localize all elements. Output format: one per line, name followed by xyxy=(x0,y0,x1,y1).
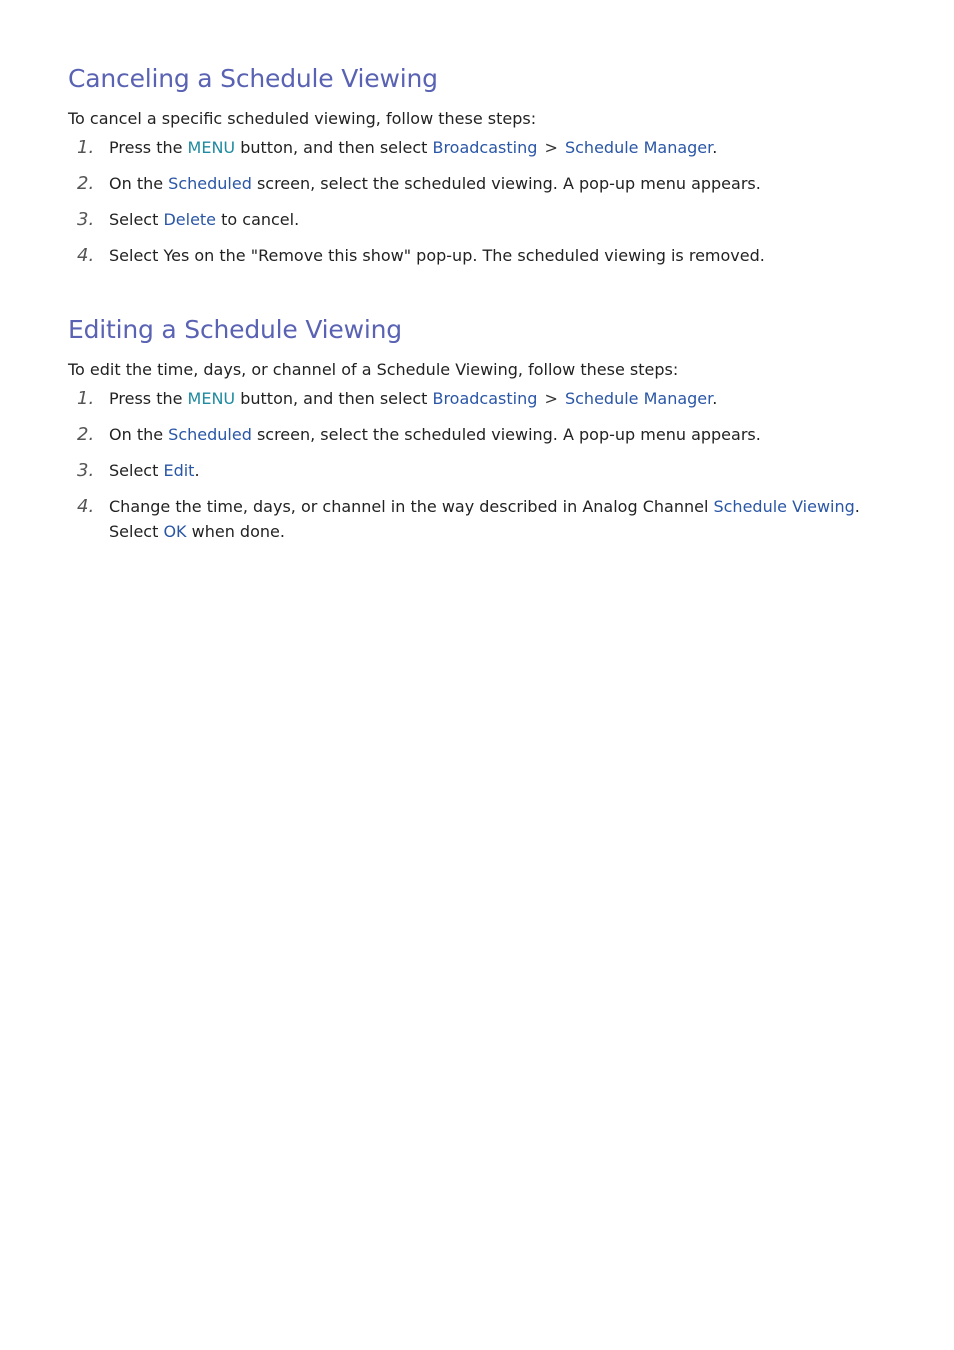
step-text: . xyxy=(194,461,200,480)
step-item xyxy=(68,386,898,411)
step-text: button, and then select xyxy=(235,138,433,157)
step-item xyxy=(68,171,898,196)
step-text: On the xyxy=(109,174,169,193)
step-text: . xyxy=(712,138,718,157)
schedule-manager-keyword: Schedule Manager xyxy=(564,389,713,408)
step-text: . xyxy=(712,389,718,408)
step-text: when done. xyxy=(186,522,285,541)
step-text: Press the xyxy=(109,389,188,408)
chevron-right-icon: > xyxy=(544,138,558,157)
section-title: Canceling a Schedule Viewing xyxy=(68,64,438,93)
step-text: . Select xyxy=(109,497,860,541)
step-item xyxy=(68,243,898,268)
step-text: Select Yes on the "Remove this show" pop-up. The scheduled viewing is removed. xyxy=(109,246,765,265)
step-text: to cancel. xyxy=(216,210,300,229)
step-text: Press the xyxy=(109,138,188,157)
section-editing xyxy=(68,313,898,555)
step-number: 2. xyxy=(77,173,95,194)
ok-keyword: OK xyxy=(163,522,187,541)
step-number: 4. xyxy=(77,496,95,517)
edit-keyword: Edit xyxy=(163,461,195,480)
delete-keyword: Delete xyxy=(163,210,217,229)
step-item xyxy=(68,135,898,160)
section-intro: To edit the time, days, or channel of a Schedule Viewing, follow these steps: xyxy=(68,360,679,379)
chevron-right-icon: > xyxy=(544,389,558,408)
step-number: 3. xyxy=(77,209,95,230)
scheduled-keyword: Scheduled xyxy=(168,425,252,444)
scheduled-keyword: Scheduled xyxy=(168,174,252,193)
step-number: 4. xyxy=(77,245,95,266)
step-item xyxy=(68,422,898,447)
schedule-manager-keyword: Schedule Manager xyxy=(564,138,713,157)
step-text: Change the time, days, or channel in the way described in Analog Channel xyxy=(109,497,714,516)
section-intro: To cancel a specific scheduled viewing, follow these steps: xyxy=(68,109,537,128)
step-text: screen, select the scheduled viewing. A pop-up menu appears. xyxy=(251,425,761,444)
step-item xyxy=(68,494,898,544)
menu-keyword: MENU xyxy=(187,389,236,408)
step-text: screen, select the scheduled viewing. A pop-up menu appears. xyxy=(251,174,761,193)
steps-list xyxy=(68,135,898,268)
schedule-viewing-keyword: Schedule Viewing xyxy=(713,497,855,516)
step-item xyxy=(68,207,898,232)
broadcasting-keyword: Broadcasting xyxy=(432,389,538,408)
step-text: Select xyxy=(109,461,164,480)
steps-list xyxy=(68,386,898,544)
section-title: Editing a Schedule Viewing xyxy=(68,315,402,344)
step-text: On the xyxy=(109,425,169,444)
step-text: button, and then select xyxy=(235,389,433,408)
step-number: 2. xyxy=(77,424,95,445)
step-number: 1. xyxy=(77,137,95,158)
step-item xyxy=(68,458,898,483)
broadcasting-keyword: Broadcasting xyxy=(432,138,538,157)
step-text: Select xyxy=(109,210,164,229)
menu-keyword: MENU xyxy=(187,138,236,157)
section-canceling xyxy=(68,62,898,279)
step-number: 1. xyxy=(77,388,95,409)
step-number: 3. xyxy=(77,460,95,481)
